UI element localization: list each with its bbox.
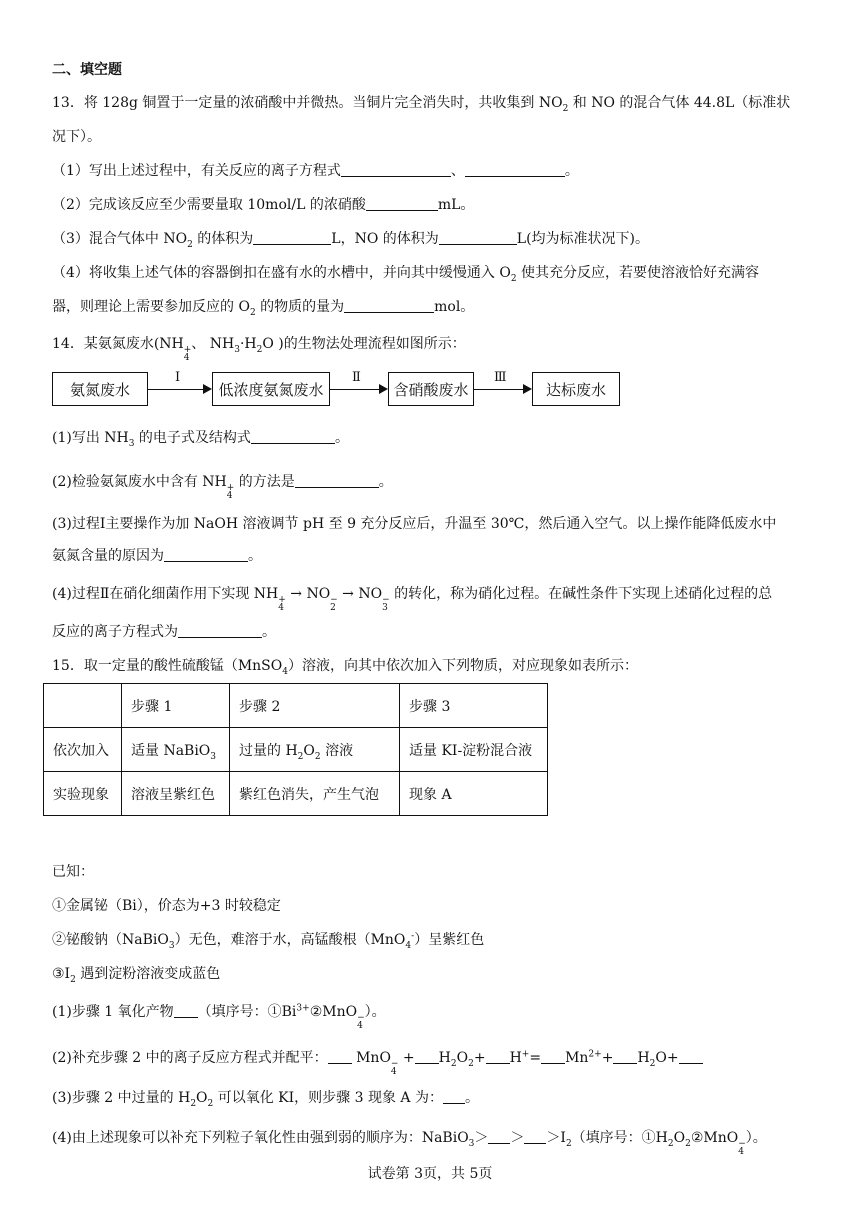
table-cell: 现象 A [400, 772, 548, 816]
table-cell [44, 684, 122, 728]
flow-box-3: 含硝酸废水 [388, 372, 474, 406]
known-item-3: $③I_2$ 遇到淀粉溶液变成蓝色 [52, 966, 221, 985]
q14-part3-line2: 氨氮含量的原因为 。 [52, 548, 262, 564]
answer-blank[interactable] [174, 1003, 198, 1018]
table-cell: 过量的 $H_2O_2$ 溶液 [230, 728, 400, 772]
answer-blank[interactable] [295, 473, 379, 488]
answer-blank[interactable] [439, 230, 517, 245]
table-row [44, 772, 548, 816]
answer-blank[interactable] [328, 1049, 352, 1064]
table-cell: 步骤 2 [230, 684, 400, 728]
table-cell: 实验现象 [44, 772, 122, 816]
known-item-2: ②铋酸钠（NaBiO$_3$）无色，难溶于水，高锰酸根（MnO$_4$-）呈紫红色 [52, 931, 485, 951]
answer-blank[interactable] [366, 196, 438, 211]
q13-part2: （2）完成该反应至少需要量取 10mol/L 的浓硝酸 mL。 [52, 197, 475, 213]
answer-blank[interactable] [524, 1129, 546, 1144]
answer-blank[interactable] [251, 429, 335, 444]
q13-stem-line2: 况下）。 [52, 129, 101, 145]
q15-part4: (4)由上述现象可以补充下列粒子氧化性由强到弱的顺序为：NaBiO$_3$＞ ＞ $>I_2$（填序号：$①H_2O_2②MnO$ − 4 ）。 [52, 1130, 767, 1157]
flow-box-1: 氨氮废水 [52, 372, 148, 406]
q15-stem: 15．取一定量的酸性硫酸锰（MnSO$_4$）溶液，向其中依次加入下列物质，对应现象如表所示： [52, 658, 638, 677]
answer-blank[interactable] [344, 298, 434, 313]
q13-part1: （1）写出上述过程中，有关反应的离子方程式 、 。 [52, 163, 579, 179]
answer-blank[interactable] [486, 1049, 510, 1064]
table-cell: 适量 NaBiO$_3$ [122, 728, 230, 772]
answer-blank[interactable] [443, 1089, 465, 1104]
flow-box-4: 达标废水 [532, 372, 620, 406]
flow-arrow-label-1: Ⅰ [175, 370, 181, 385]
flow-box-2: 低浓度氨氮废水 [212, 372, 330, 406]
table-cell: 步骤 1 [122, 684, 230, 728]
q14-part4-line1: (4)过程Ⅱ在硝化细菌作用下实现 NH + 4 → NO − 2 → NO − 3 的转化，称为硝化过程。在碱性条件下实现上述硝化过程的总 [52, 586, 773, 613]
q15-part2: (2)补充步骤 2 中的离子反应方程式并配平： MnO − 4 + $H_2O_2+ H^+= Mn^{2+}+ H_2O+$ [52, 1048, 703, 1076]
q13-part3: （3）混合气体中 $NO_2$ 的体积为 L，NO 的体积为 L(均为标准状况下)。 [52, 231, 649, 250]
table-row [44, 728, 548, 772]
table-cell: 适量 KI-淀粉混合液 [400, 728, 548, 772]
answer-blank[interactable] [415, 1049, 439, 1064]
answer-blank[interactable] [613, 1049, 637, 1064]
q13-stem-line1: 13．将 128g 铜置于一定量的浓硝酸中并微热。当铜片完全消失时，共收集到 $NO_2$ 和 NO 的混合气体 44.8L（标准状 [52, 95, 791, 114]
q13-part4-line2: 器，则理论上需要参加反应的 $O_2$ 的物质的量为 mol。 [52, 299, 475, 318]
known-heading: 已知： [52, 864, 94, 880]
flow-arrow-label-2: Ⅱ [352, 370, 361, 385]
flow-arrow-label-3: Ⅲ [494, 370, 507, 385]
page-footer: 试卷第 3页，共 5页 [367, 1166, 493, 1182]
answer-blank[interactable] [541, 1049, 565, 1064]
table-cell: 步骤 3 [400, 684, 548, 728]
q14-part3-line1: (3)过程Ⅰ主要操作为加 NaOH 溶液调节 pH 至 9 充分反应后，升温至 30℃，然后通入空气。以上操作能降低废水中 [52, 516, 777, 532]
q15-part1: (1)步骤 1 氧化产物 （填序号：$①Bi^{3+}②MnO$ − 4 ）。 [52, 1003, 386, 1031]
answer-blank[interactable] [679, 1049, 703, 1064]
answer-blank[interactable] [488, 1129, 510, 1144]
flow-arrow-3 [474, 389, 530, 390]
answer-blank[interactable] [465, 162, 565, 177]
answer-blank[interactable] [178, 623, 262, 638]
flow-arrow-2 [330, 389, 386, 390]
q15-part3: (3)步骤 2 中过量的 $H_2O_2$ 可以氧化 KI，则步骤 3 现象 A 为： 。 [52, 1090, 479, 1109]
answer-blank[interactable] [341, 162, 451, 177]
steps-table [43, 683, 548, 816]
q14-part2: (2)检验氨氮废水中含有 NH + 4 的方法是 。 [52, 474, 393, 501]
known-item-1: ①金属铋（Bi），价态为+3 时较稳定 [52, 898, 281, 914]
answer-blank[interactable] [253, 230, 331, 245]
flow-arrow-1 [148, 389, 210, 390]
section-title: 二、填空题 [52, 62, 122, 78]
q14-stem: 14．某氨氮废水(NH + 4 、 $NH_3\cdot H_2O$ )的生物法处理流程如图所示： [52, 336, 466, 363]
q14-part1: (1)写出 $NH_3$ 的电子式及结构式 。 [52, 430, 349, 449]
q13-part4-line1: （4）将收集上述气体的容器倒扣在盛有水的水槽中，并向其中缓慢通入 $O_2$ 使其充分反应，若要使溶液恰好充满容 [52, 265, 760, 284]
table-row [44, 684, 548, 728]
table-cell: 依次加入 [44, 728, 122, 772]
table-cell: 紫红色消失，产生气泡 [230, 772, 400, 816]
table-cell: 溶液呈紫红色 [122, 772, 230, 816]
q14-part4-line2: 反应的离子方程式为 。 [52, 624, 276, 640]
answer-blank[interactable] [164, 547, 248, 562]
